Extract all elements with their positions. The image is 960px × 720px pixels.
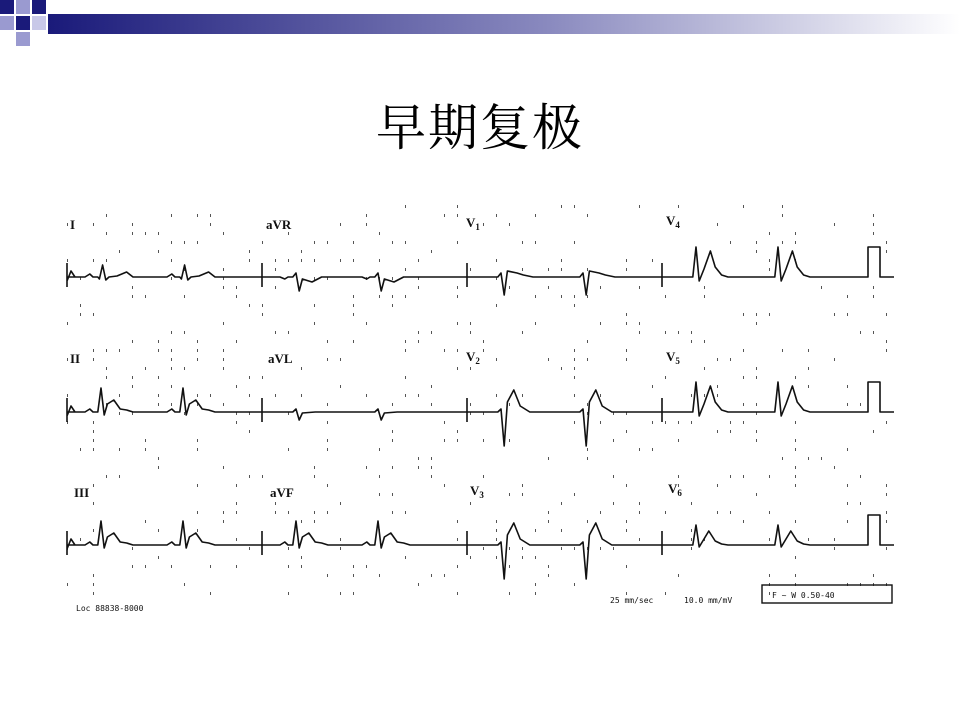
ecg-footer-speed: 25 mm/sec	[610, 596, 654, 605]
svg-text:II: II	[70, 351, 81, 366]
slide-corner-decoration	[0, 0, 960, 60]
svg-text:V3: $V_3$	[470, 483, 484, 500]
lead-label-v2	[466, 349, 480, 366]
lead-label-i	[70, 217, 75, 232]
svg-text:V4: $V_4$	[666, 213, 680, 230]
ecg-footer-gain: 10.0 mm/mV	[684, 596, 733, 605]
lead-label-ii	[70, 351, 80, 366]
svg-text:I: I	[70, 217, 76, 232]
lead-label-v4	[666, 213, 680, 230]
slide-title: 早期复极	[376, 99, 584, 157]
svg-text:V5: $V_5$	[666, 349, 680, 366]
svg-text:V2: $V_2$	[466, 349, 480, 366]
lead-label-v3	[470, 483, 484, 500]
svg-text:aVR: aVR	[266, 217, 292, 232]
svg-text:V1: $V_1$	[466, 215, 480, 232]
svg-text:aVL: aVL	[268, 351, 293, 366]
ecg-footer-filter: F ~ W 0.50-40	[772, 591, 835, 600]
ecg-trace-row-2	[67, 382, 894, 446]
lead-label-v6	[668, 481, 682, 498]
lead-label-iii	[74, 485, 89, 500]
lead-label-avl	[268, 351, 293, 366]
lead-label-avr	[266, 217, 292, 232]
ecg-footer-left: Loc 88838-8000	[76, 604, 144, 613]
svg-text:V6: $V_6$	[668, 481, 682, 498]
lead-label-v1	[466, 215, 480, 232]
ecg-trace-row-3	[67, 515, 894, 579]
svg-text:aVF: aVF	[270, 485, 294, 500]
lead-label-v5	[666, 349, 680, 366]
ecg-tracing	[62, 205, 902, 615]
svg-text:III: III	[74, 485, 90, 500]
lead-label-avf	[270, 485, 294, 500]
